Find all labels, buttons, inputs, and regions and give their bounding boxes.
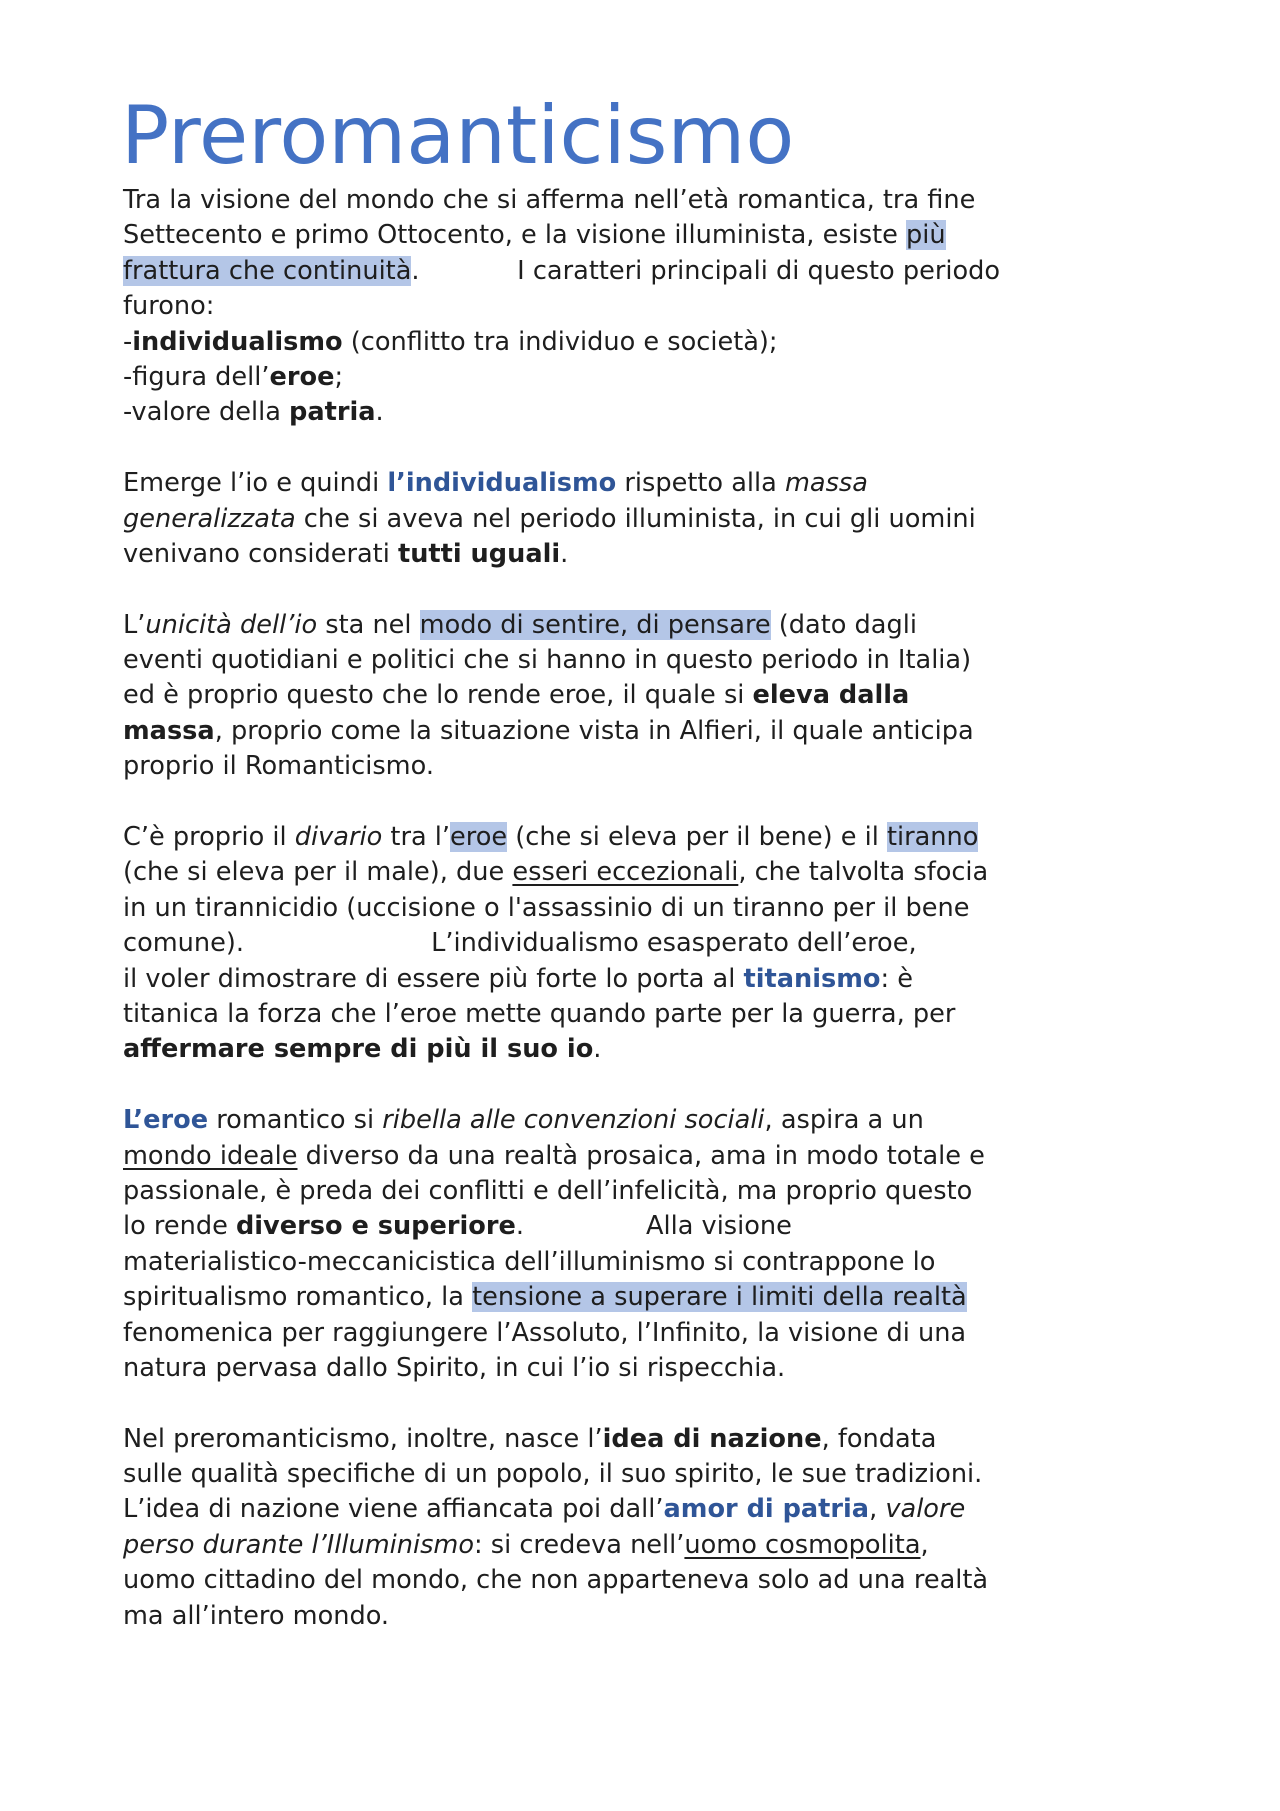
text-line — [123, 1316, 1183, 1351]
text-line — [123, 855, 1183, 890]
text-line — [123, 360, 1183, 395]
emphasis-text: l’individualismo — [387, 468, 617, 499]
text-span: . — [560, 538, 569, 569]
text-span: diverso da una realtà prosaica, ama in modo totale e — [297, 1140, 985, 1171]
text-span: Emerge l’io e quindi — [123, 468, 388, 499]
text-span: comune). L’individualismo esasperato dell’eroe, — [123, 928, 917, 959]
bold-text: affermare sempre di più il suo io — [123, 1034, 594, 1065]
text-span: che si aveva nel periodo illuminista, in cui gli uomini — [295, 503, 976, 534]
text-span: , — [869, 1494, 886, 1525]
text-span: natura pervasa dallo Spirito, in cui l’io si rispecchia. — [123, 1352, 786, 1383]
text-span: . — [375, 397, 384, 428]
text-span: -figura dell’ — [123, 361, 270, 392]
text-span: , fondata — [821, 1423, 937, 1454]
text-span: proprio il Romanticismo. — [123, 751, 434, 782]
text-line — [123, 537, 1183, 572]
highlighted-text: tensione a superare i limiti della realtà — [472, 1282, 967, 1313]
underlined-text: mondo ideale — [123, 1140, 298, 1171]
text-line — [123, 926, 1183, 961]
italic-text: perso durante l’Illuminismo — [123, 1529, 474, 1560]
bold-text: individualismo — [132, 326, 343, 357]
bold-text: patria — [289, 397, 376, 428]
italic-text: generalizzata — [123, 503, 296, 534]
blank-line — [123, 1068, 1183, 1103]
text-span: : è — [880, 963, 913, 994]
blank-line — [123, 572, 1183, 607]
italic-text: ribella alle convenzioni sociali — [382, 1105, 765, 1136]
highlighted-text: più — [906, 220, 946, 251]
text-line — [123, 289, 1183, 324]
text-span: (che si eleva per il male), due — [123, 857, 513, 888]
text-span: ; — [334, 361, 344, 392]
bold-text: tutti uguali — [397, 538, 561, 569]
text-span: ma all’intero mondo. — [123, 1600, 390, 1631]
text-span: L’idea di nazione viene affiancata poi dall’ — [123, 1494, 664, 1525]
text-line — [123, 218, 1183, 253]
text-span: titanica la forza che l’eroe mette quando parte per la guerra, per — [123, 998, 956, 1029]
text-span: Settecento e primo Ottocento, e la visione illuminista, esiste — [123, 220, 907, 251]
blank-line — [123, 1386, 1183, 1421]
text-span: : si credeva nell’ — [474, 1529, 685, 1560]
text-line — [123, 1457, 1183, 1492]
text-span: venivano considerati — [123, 538, 398, 569]
text-span: rispetto alla — [616, 468, 785, 499]
text-line — [123, 466, 1183, 501]
underlined-text: uomo cosmopolita — [684, 1529, 921, 1560]
emphasis-text: L’eroe — [123, 1105, 209, 1136]
text-span: L’ — [123, 609, 146, 640]
text-line — [123, 1032, 1183, 1067]
text-span: , che talvolta sfocia — [738, 857, 989, 888]
bold-text: idea di nazione — [602, 1423, 822, 1454]
text-span: (che si eleva per il bene) e il — [507, 822, 887, 853]
text-span: in un tirannicidio (uccisione o l'assassinio di un tiranno per il bene — [123, 892, 970, 923]
text-span: sta nel — [317, 609, 420, 640]
text-line — [123, 678, 1183, 713]
text-line — [123, 962, 1183, 997]
underlined-text: esseri eccezionali — [512, 857, 739, 888]
text-span: , proprio come la situazione vista in Alfieri, il quale anticipa — [214, 715, 974, 746]
text-line — [123, 1492, 1183, 1527]
text-span: Nel preromanticismo, inoltre, nasce l’ — [123, 1423, 603, 1454]
italic-text: divario — [294, 822, 383, 853]
text-span: Tra la visione del mondo che si afferma nell’età romantica, tra fine — [123, 185, 976, 215]
text-span: C’è proprio il — [123, 822, 295, 853]
text-span: , — [920, 1529, 929, 1560]
text-line — [123, 1528, 1183, 1563]
page-title: Preromanticismo — [121, 89, 795, 182]
text-line — [123, 1280, 1183, 1315]
highlighted-text: frattura che continuità — [123, 255, 412, 286]
text-span: ed è proprio questo che lo rende eroe, il quale si — [123, 680, 753, 711]
emphasis-text: amor di patria — [663, 1494, 870, 1525]
text-line — [123, 183, 1183, 218]
text-line — [123, 1245, 1183, 1280]
text-line — [123, 749, 1183, 784]
text-line — [123, 1139, 1183, 1174]
text-span: , aspira a un — [764, 1105, 924, 1136]
highlighted-text: modo di sentire, di pensare — [419, 609, 771, 640]
text-span: (dato dagli — [770, 609, 917, 640]
text-line — [123, 608, 1183, 643]
text-span: lo rende — [123, 1211, 236, 1242]
text-span: eventi quotidiani e politici che si hanno in questo periodo in Italia) — [123, 645, 972, 676]
text-line — [123, 325, 1183, 360]
text-line — [123, 1422, 1183, 1457]
text-line — [123, 254, 1183, 289]
text-span: uomo cittadino del mondo, che non apparteneva solo ad una realtà — [123, 1565, 989, 1596]
text-line — [123, 820, 1183, 855]
text-span: tra l’ — [382, 822, 451, 853]
text-line — [123, 502, 1183, 537]
text-span: sulle qualità specifiche di un popolo, il suo spirito, le sue tradizioni. — [123, 1459, 983, 1490]
text-span: furono: — [123, 291, 215, 322]
text-span: -valore della — [123, 397, 290, 428]
italic-text: unicità dell’io — [145, 609, 318, 640]
text-line — [123, 714, 1183, 749]
text-span: fenomenica per raggiungere l’Assoluto, l’Infinito, la visione di una — [123, 1317, 967, 1348]
text-line — [123, 643, 1183, 678]
highlighted-text: tiranno — [886, 822, 979, 853]
text-line — [123, 1174, 1183, 1209]
text-span: spiritualismo romantico, la — [123, 1282, 473, 1313]
bold-text: diverso e superiore — [235, 1211, 516, 1242]
emphasis-text: titanismo — [743, 963, 881, 994]
document-body — [123, 183, 1183, 1634]
text-span: materialistico-meccanicistica dell’illuminismo si contrappone lo — [123, 1246, 936, 1277]
text-line — [123, 1563, 1183, 1598]
text-line — [123, 1103, 1183, 1138]
italic-text: massa — [784, 468, 868, 499]
text-line — [123, 1351, 1183, 1386]
text-line — [123, 891, 1183, 926]
bold-text: eroe — [269, 361, 335, 392]
text-span: . — [593, 1034, 602, 1065]
text-line — [123, 997, 1183, 1032]
bold-text: massa — [123, 715, 215, 746]
text-span: (conflitto tra individuo e società); — [342, 326, 778, 357]
text-span: passionale, è preda dei conflitti e dell’infelicità, ma proprio questo — [123, 1175, 973, 1206]
text-line — [123, 1209, 1183, 1244]
highlighted-text: eroe — [450, 822, 508, 853]
text-span: - — [123, 326, 133, 357]
text-line — [123, 395, 1183, 430]
text-span: romantico si — [208, 1105, 383, 1136]
italic-text: valore — [885, 1494, 966, 1525]
text-span: . I caratteri principali di questo periodo — [411, 255, 1001, 286]
text-span: il voler dimostrare di essere più forte lo porta al — [123, 963, 744, 994]
text-span: . Alla visione — [515, 1211, 792, 1242]
text-line — [123, 1599, 1183, 1634]
bold-text: eleva dalla — [752, 680, 910, 711]
blank-line — [123, 431, 1183, 466]
blank-line — [123, 785, 1183, 820]
